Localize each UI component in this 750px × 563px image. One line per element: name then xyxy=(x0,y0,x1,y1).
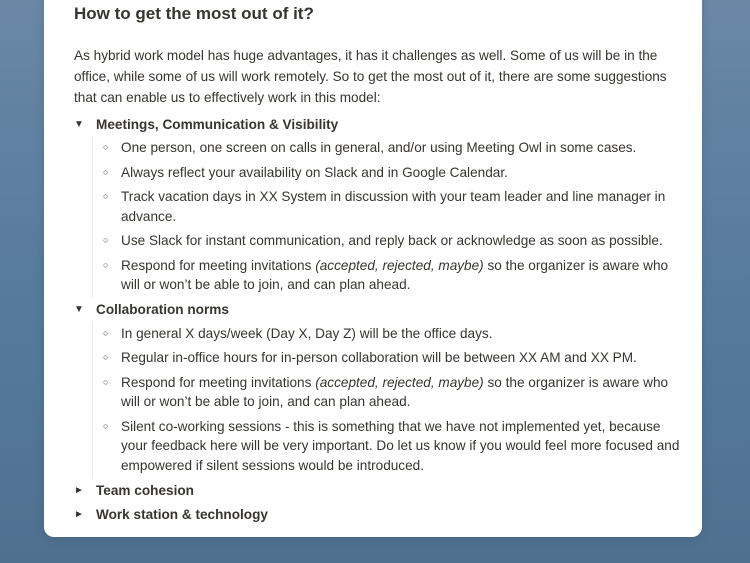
toggle-team-cohesion xyxy=(74,478,684,502)
list-item-text: Always reflect your availability on Slack and in Google Calendar. xyxy=(121,164,508,180)
toggle-title: Collaboration norms xyxy=(96,302,229,317)
toggle-body-collaboration xyxy=(92,322,684,479)
list-item xyxy=(103,185,684,229)
document-card xyxy=(44,0,702,537)
toggle-header-collaboration[interactable] xyxy=(74,298,684,322)
list-item xyxy=(103,415,684,479)
toggle-title: Work station & technology xyxy=(96,506,268,522)
bullet-icon: ○ xyxy=(103,142,109,152)
intro-paragraph: As hybrid work model has huge advantages, it has it challenges as well. Some of us will be in the office, while some of us will work remotely. So to get the most out of it, there are some suggestions that can enable us to effectively work in this model: xyxy=(74,48,667,105)
list-item-text xyxy=(121,256,684,295)
list-item-text: One person, one screen on calls in general, and/or using Meeting Owl in some cases. xyxy=(121,140,637,155)
bullet-icon: ○ xyxy=(103,420,109,431)
bullet-icon: ○ xyxy=(103,376,109,387)
bullet-icon: ○ xyxy=(103,235,109,245)
text-segment: so the organizer is aware who will or won’t be able to join, and can plan ahead. xyxy=(121,257,669,292)
toggle-expanded-icon[interactable]: ▼ xyxy=(74,118,84,130)
bullet-icon: ○ xyxy=(103,327,109,338)
toggle-collaboration-norms xyxy=(74,298,684,479)
list-item-text: Use Slack for instant communication, and reply back or acknowledge as soon as possible. xyxy=(121,233,663,248)
italic-text: (accepted, rejected, maybe) xyxy=(315,374,484,390)
list-item xyxy=(103,136,684,161)
bullet-icon: ○ xyxy=(103,352,109,362)
text-segment: Respond for meeting invitations xyxy=(121,374,316,390)
list-item-text: In general X days/week (Day X, Day Z) will be the office days. xyxy=(121,325,493,341)
page-title: How to get the most out of it? xyxy=(74,4,314,23)
text-segment: Respond for meeting invitations xyxy=(121,257,316,273)
toggle-header-team-cohesion[interactable] xyxy=(74,478,684,502)
toggle-collapsed-icon[interactable]: ► xyxy=(74,508,84,520)
toggle-header-work-station[interactable] xyxy=(74,502,684,526)
list-item xyxy=(103,161,684,186)
list-item-text: Silent co-working sessions - this is something that we have not implemented yet, because your feedback here will be very important. Do let us know if you would feel more focused and empowered if silent sessions would be introduced. xyxy=(121,418,680,473)
bullet-icon: ○ xyxy=(103,259,109,270)
toggle-collapsed-icon[interactable]: ► xyxy=(74,484,84,496)
list-item xyxy=(103,229,684,254)
list-item-text: Regular in-office hours for in-person collaboration will be between XX AM and XX PM. xyxy=(121,350,637,365)
toggle-work-station xyxy=(74,502,684,526)
italic-text: (accepted, rejected, maybe) xyxy=(315,257,484,273)
list-item xyxy=(103,322,684,347)
list-item xyxy=(103,254,684,298)
toggle-expanded-icon[interactable]: ▼ xyxy=(74,304,84,315)
list-item xyxy=(103,371,684,415)
list-item-text: Track vacation days in XX System in discussion with your team leader and line manager in advance. xyxy=(121,189,666,224)
toggle-body-meetings xyxy=(92,136,684,298)
document-content xyxy=(74,3,684,526)
toggle-meetings-communication xyxy=(74,112,684,298)
text-segment: so the organizer is aware who will or won’t be able to join, and can plan ahead. xyxy=(121,374,669,409)
toggle-header-meetings[interactable] xyxy=(74,112,684,136)
bullet-icon: ○ xyxy=(103,166,109,177)
list-item-text xyxy=(121,373,684,412)
list-item xyxy=(103,346,684,371)
toggle-title: Team cohesion xyxy=(96,482,194,498)
toggle-title: Meetings, Communication & Visibility xyxy=(96,116,339,132)
bullet-icon: ○ xyxy=(103,191,109,201)
